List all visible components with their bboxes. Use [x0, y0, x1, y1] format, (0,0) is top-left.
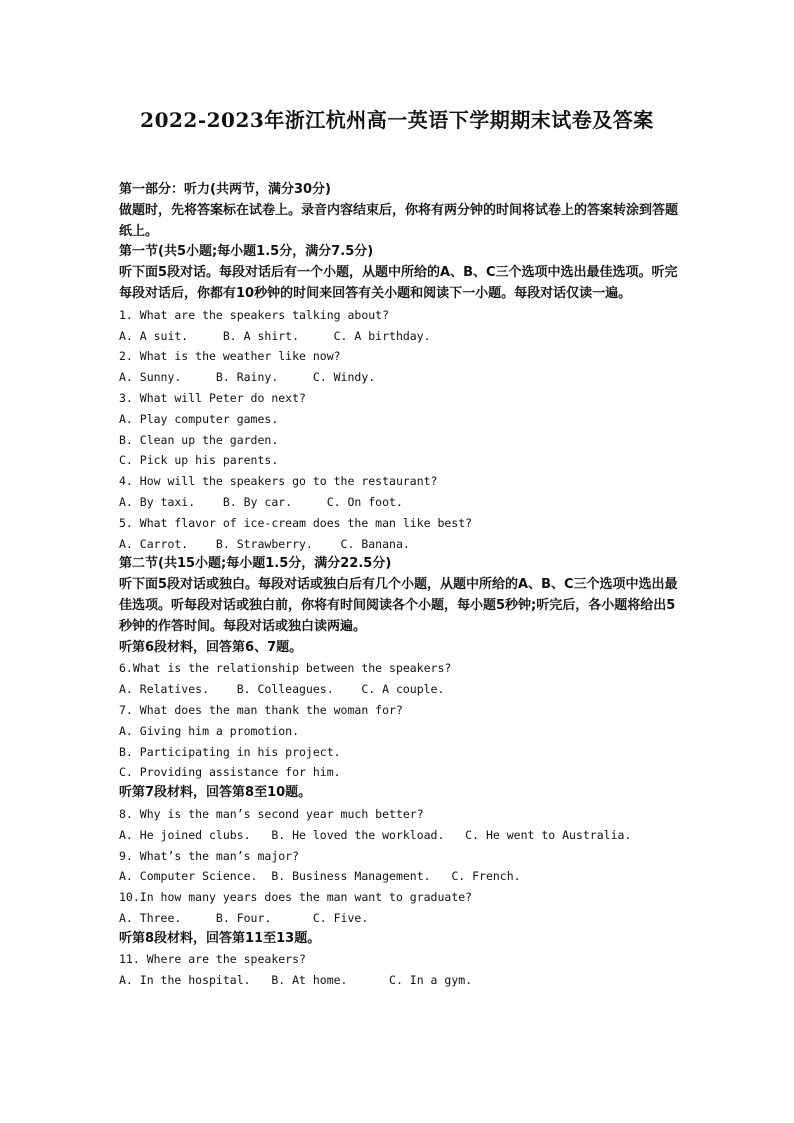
question-text: 10.In how many years does the man want to graduate? [119, 890, 473, 905]
question-text: 11. Where are the speakers? [119, 952, 306, 967]
instruction-text: 第二节(共15小题;每小题1.5分，满分22.5分) [119, 556, 392, 572]
question-text: A. Three. B. Four. C. Five. [119, 910, 369, 925]
page-title: 2022-2023年浙江杭州高一英语下学期期末试卷及答案 [140, 108, 654, 132]
question-text: B. Participating in his project. [119, 744, 341, 759]
question-text: B. Clean up the garden. [119, 432, 279, 447]
question-text: 9. What’s the man’s major? [119, 848, 300, 863]
instruction-text: 第一部分：听力(共两节，满分30分) [119, 182, 331, 197]
instruction-text: 听第7段材料，回答第8至10题。 [119, 785, 312, 801]
question-text: A. Carrot. B. Strawberry. C. Banana. [119, 536, 410, 551]
question-text: 1. What are the speakers talking about? [119, 307, 390, 322]
question-text: A. By taxi. B. By car. C. On foot. [119, 494, 403, 509]
exam-content [119, 180, 679, 991]
instruction-text: 听下面5段对话或独白。每段对话或独白后有几个小题，从题中所给的A、B、C三个选项中选出最佳选项。听每段对话或独白前，你将有时间阅读各个小题，每小题5秒钟;听完后，各小题将给出5秒钟的作答时间。每段对话或独白读两遍。 [119, 577, 678, 634]
question-text: A. He joined clubs. B. He loved the workload. C. He went to Australia. [119, 827, 632, 842]
question-text: A. Computer Science. B. Business Management. C. French. [119, 869, 521, 884]
instruction-text: 第一节(共5小题;每小题1.5分，满分7.5分) [119, 244, 374, 260]
instruction-text: 听下面5段对话。每段对话后有一个小题，从题中所给的A、B、C三个选项中选出最佳选项。听完每段对话后，你都有10秒钟的时间来回答有关小题和阅读下一小题。每段对话仅读一遍。 [119, 265, 678, 301]
question-text: 2. What is the weather like now? [119, 349, 341, 364]
question-text: A. Giving him a promotion. [119, 723, 300, 738]
question-text: A. In the hospital. B. At home. C. In a gym. [119, 973, 473, 988]
question-text: 8. Why is the man’s second year much better? [119, 806, 424, 821]
question-text: A. Relatives. B. Colleagues. C. A couple. [119, 682, 445, 697]
question-text: 4. How will the speakers go to the restaurant? [119, 474, 438, 489]
instruction-text: 听第6段材料，回答第6、7题。 [119, 639, 303, 655]
question-text: 5. What flavor of ice-cream does the man like best? [119, 515, 473, 530]
question-text: 7. What does the man thank the woman for? [119, 702, 403, 717]
question-text: A. Sunny. B. Rainy. C. Windy. [119, 370, 376, 385]
instruction-text: 做题时，先将答案标在试卷上。录音内容结束后，你将有两分钟的时间将试卷上的答案转涂到答题纸上。 [119, 202, 679, 239]
question-text: C. Providing assistance for him. [119, 765, 341, 780]
question-text: A. A suit. B. A shirt. C. A birthday. [119, 328, 431, 343]
question-text: 3. What will Peter do next? [119, 390, 306, 405]
question-text: A. Play computer games. [119, 411, 279, 426]
question-text: C. Pick up his parents. [119, 453, 279, 468]
instruction-text: 听第8段材料，回答第11至13题。 [119, 930, 321, 946]
question-text: 6.What is the relationship between the speakers? [119, 661, 452, 676]
